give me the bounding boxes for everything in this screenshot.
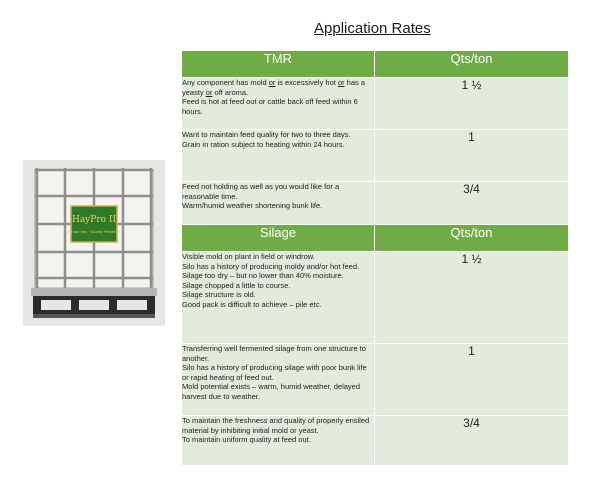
condition-line: To maintain the freshness and quality of properly ensiled material by inhibiting initial mold or yeast. (182, 416, 370, 435)
condition-line: Silage too dry – but no lower than 40% moisture. (182, 271, 344, 280)
section-header-rate: Qts/ton (375, 51, 569, 78)
rate-value: 1 (375, 130, 569, 182)
condition-description (182, 78, 375, 130)
rate-value: 3/4 (375, 416, 569, 466)
product-label-name: HayPro II (71, 215, 117, 225)
condition-line: Silo has a history of producing silage with poor bunk life or rapid heating of feed out. (182, 363, 367, 382)
section-header-category: Silage (182, 225, 375, 252)
condition-line: Mold potential exists – warm, humid weather, delayed harvest due to weather. (182, 382, 361, 401)
condition-line: Any component has mold or is excessively hot or has a yeasty or off aroma. (182, 78, 366, 97)
condition-line: Feed not holding as well as you would like for a reasonable time. (182, 182, 340, 201)
condition-line: Want to maintain feed quality for two to three days. (182, 130, 351, 139)
section-header-rate: Qts/ton (375, 225, 569, 252)
condition-line: Warm/humid weather shortening bunk life. (182, 201, 323, 210)
page-title: Application Rates (314, 20, 431, 37)
condition-line: Good pack is difficult to achieve – pile etc. (182, 299, 322, 309)
condition-line: To maintain uniform quality at feed out. (182, 435, 311, 444)
rate-value: 3/4 (375, 182, 569, 225)
condition-line: Feed is hot at feed out or cattle back off feed within 6 hours. (182, 97, 358, 116)
section-header-row (182, 225, 569, 252)
table-row (182, 344, 569, 416)
condition-line: Visible mold on plant in field or windrow. (182, 252, 315, 261)
condition-line: Transferring well fermented silage from one structure to another. (182, 344, 366, 363)
emphasis-text: or (337, 78, 345, 87)
table-row (182, 252, 569, 344)
condition-line: Silo has a history of producing moldy and/or hot feed. (182, 261, 360, 271)
condition-line: Silage structure is old. (182, 290, 256, 299)
table-row (182, 182, 569, 225)
table-row (182, 416, 569, 466)
condition-description (182, 130, 375, 182)
product-label-tagline: Forage Hay · Quality Preserver (67, 230, 121, 234)
section-header-row (182, 51, 569, 78)
rate-value: 1 (375, 344, 569, 416)
condition-line: Grain in ration subject to heating within 24 hours. (182, 139, 345, 149)
condition-description (182, 182, 375, 225)
condition-description (182, 344, 375, 416)
rate-value: 1 ½ (375, 78, 569, 130)
tote-illustration (23, 160, 165, 326)
condition-line: Silage chopped a little to course. (182, 280, 291, 290)
emphasis-text: or (205, 87, 213, 97)
condition-description (182, 252, 375, 344)
table-row (182, 130, 569, 182)
emphasis-text: or (268, 78, 276, 87)
product-tote-image (23, 160, 165, 326)
section-header-category: TMR (182, 51, 375, 78)
table-row (182, 78, 569, 130)
condition-description (182, 416, 375, 466)
application-rates-table (181, 50, 569, 466)
rate-value: 1 ½ (375, 252, 569, 344)
